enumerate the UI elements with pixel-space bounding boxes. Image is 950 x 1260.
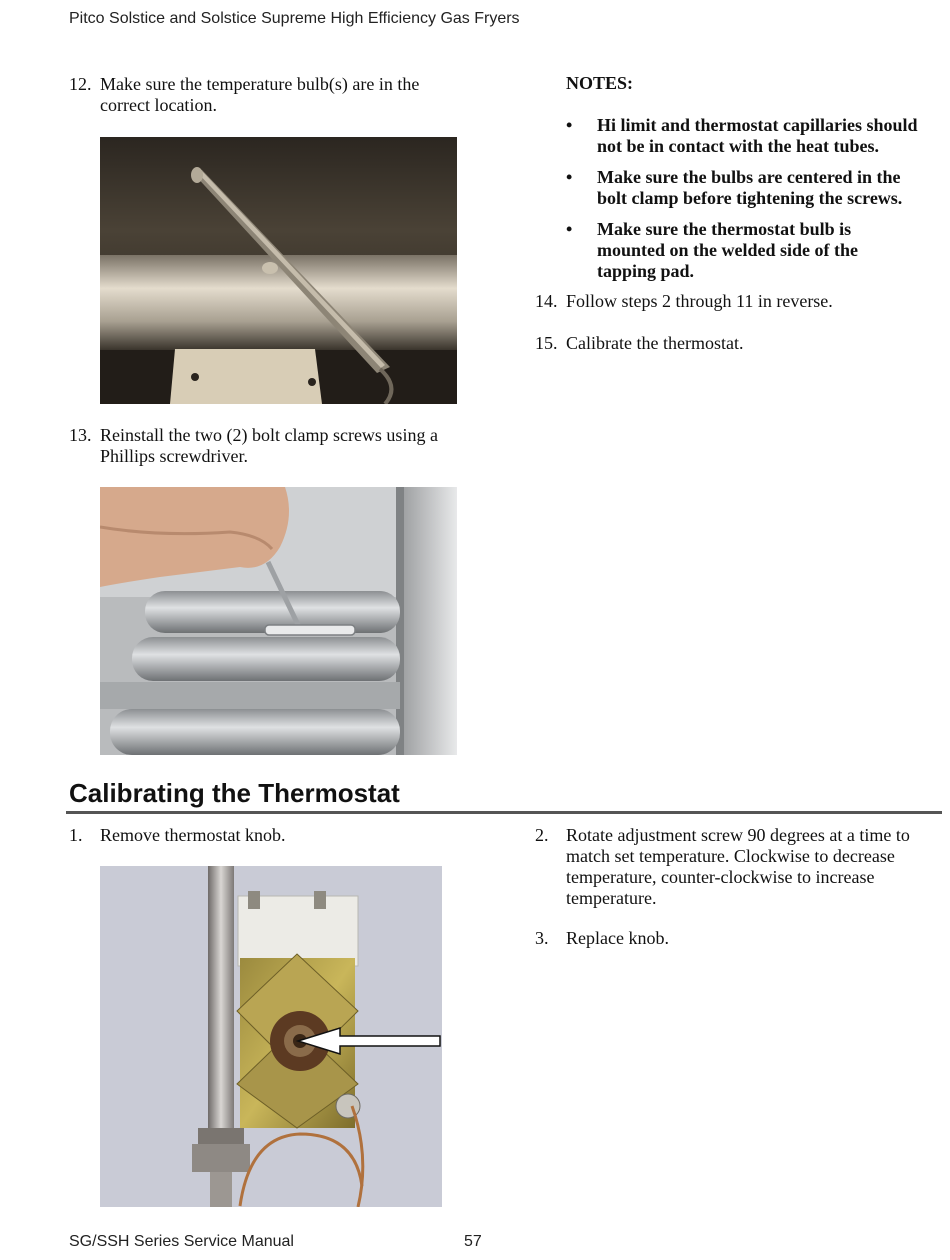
step-number: 3. (535, 928, 549, 948)
bolt-clamp-screwdriver-photo (100, 487, 457, 755)
page-number: 57 (464, 1233, 482, 1250)
step-text-line-1: Make sure the temperature bulb(s) are in the (100, 74, 420, 94)
step-text: Follow steps 2 through 11 in reverse. (566, 291, 833, 311)
note-line: Make sure the bulbs are centered in the (597, 167, 901, 187)
note-line: Hi limit and thermostat capillaries should (597, 115, 918, 135)
footer-manual-title: SG/SSH Series Service Manual (69, 1233, 294, 1250)
note-item (566, 115, 946, 157)
thermostat-photo (100, 866, 442, 1207)
step-text-line-3: temperature, counter-clockwise to increase (566, 867, 875, 887)
note-line: tapping pad. (597, 261, 695, 281)
notes-list (566, 115, 946, 292)
running-header: Pitco Solstice and Solstice Supreme High Efficiency Gas Fryers (69, 10, 520, 27)
step-number: 12. (69, 74, 92, 94)
notes-heading: NOTES: (566, 73, 634, 93)
section-title: Calibrating the Thermostat (69, 778, 400, 808)
note-line: mounted on the welded side of the (597, 240, 859, 260)
section-rule (66, 811, 942, 814)
note-item (566, 167, 946, 209)
step-number: 1. (69, 825, 83, 845)
step-text-line-2: match set temperature. Clockwise to decrease (566, 846, 895, 866)
step-text-line-4: temperature. (566, 888, 657, 908)
step-text-line-2: Phillips screwdriver. (100, 446, 248, 466)
step-text: Replace knob. (566, 928, 669, 948)
step-text-line-1: Rotate adjustment screw 90 degrees at a time to (566, 825, 910, 845)
note-line: not be in contact with the heat tubes. (597, 136, 879, 156)
step-number: 2. (535, 825, 549, 845)
note-line: bolt clamp before tightening the screws. (597, 188, 903, 208)
step-number: 14. (535, 291, 558, 311)
note-item (566, 219, 946, 282)
step-text-line-1: Reinstall the two (2) bolt clamp screws using a (100, 425, 438, 445)
temperature-bulb-photo (100, 137, 457, 404)
step-number: 15. (535, 333, 558, 353)
note-line: Make sure the thermostat bulb is (597, 219, 852, 239)
step-text: Remove thermostat knob. (100, 825, 286, 845)
step-text-line-2: correct location. (100, 95, 217, 115)
step-text: Calibrate the thermostat. (566, 333, 744, 353)
step-number: 13. (69, 425, 92, 445)
